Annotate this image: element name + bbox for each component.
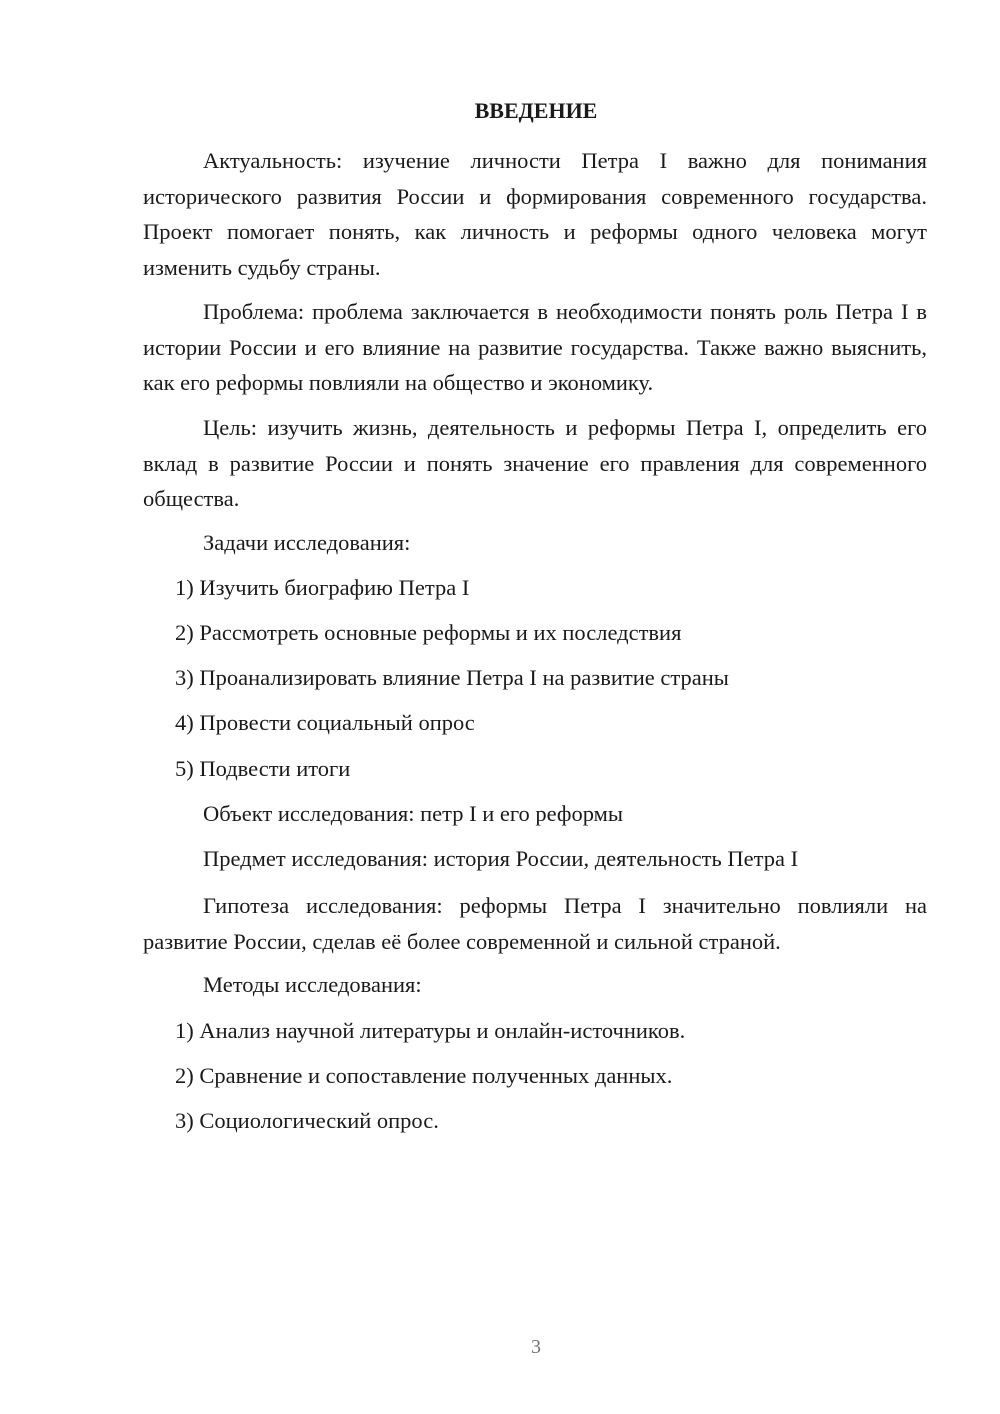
task-item-5: 5) Подвести итоги — [175, 756, 351, 781]
goal-paragraph: Цель: изучить жизнь, деятельность и реформы Петра I, определить его вклад в развитие России и понять значение его правления для современного общества. — [143, 415, 927, 511]
method-item-2: 2) Сравнение и сопоставление полученных данных. — [175, 1063, 673, 1088]
relevance-paragraph: Актуальность: изучение личности Петра I важно для понимания исторического развития России и формирования современного государства. Проект помогает понять, как личность и реформы одного человека могут изменить судьбу страны. — [143, 148, 927, 280]
research-object: Объект исследования: петр I и его реформы — [203, 801, 624, 826]
section-title: ВВЕДЕНИЕ — [474, 98, 598, 123]
hypothesis-paragraph: Гипотеза исследования: реформы Петра I значительно повлияли на развитие России, сделав её более современной и сильной страной. — [143, 893, 927, 954]
task-item-1: 1) Изучить биографию Петра I — [175, 575, 470, 600]
method-item-3: 3) Социологический опрос. — [175, 1108, 439, 1133]
problem-paragraph: Проблема: проблема заключается в необходимости понять роль Петра I в истории России и его влияние на развитие государства. Также важно выяснить, как его реформы повлияли на общество и экономику. — [143, 299, 927, 395]
task-item-4: 4) Провести социальный опрос — [175, 710, 475, 735]
task-item-2: 2) Рассмотреть основные реформы и их последствия — [175, 620, 682, 645]
page-number: 3 — [531, 1336, 541, 1358]
research-subject: Предмет исследования: история России, деятельность Петра I — [203, 846, 799, 871]
method-item-1: 1) Анализ научной литературы и онлайн-источников. — [175, 1018, 686, 1043]
tasks-label: Задачи исследования: — [203, 530, 411, 555]
methods-label: Методы исследования: — [203, 972, 422, 997]
task-item-3: 3) Проанализировать влияние Петра I на развитие страны — [175, 665, 729, 690]
